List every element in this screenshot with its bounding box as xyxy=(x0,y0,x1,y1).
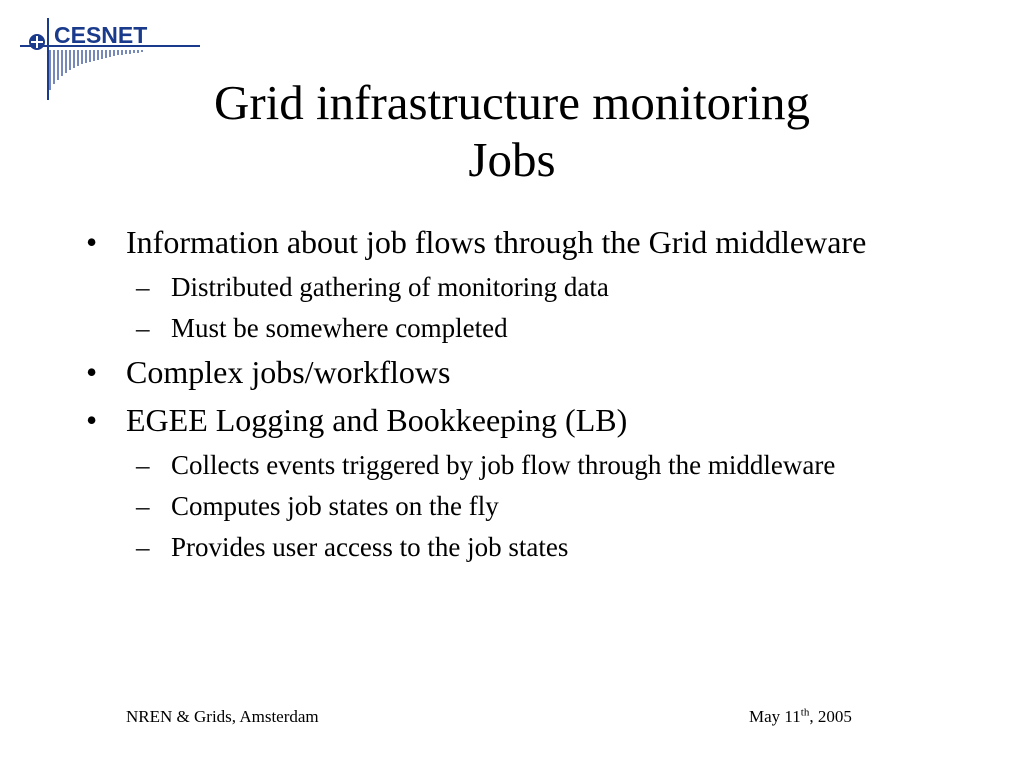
title-line-2: Jobs xyxy=(468,132,556,187)
bullet-item xyxy=(86,223,986,261)
bullet-text: EGEE Logging and Bookkeeping (LB) xyxy=(126,402,628,438)
dash-icon: – xyxy=(136,272,150,302)
sub-bullet-text: Distributed gathering of monitoring data xyxy=(171,272,609,302)
footer-date xyxy=(749,706,852,728)
bullet-list xyxy=(86,223,986,572)
sub-bullet-item xyxy=(86,312,986,345)
sub-bullet-item xyxy=(86,531,986,564)
dash-icon: – xyxy=(136,313,150,343)
bullet-item xyxy=(86,401,986,439)
bullet-icon: • xyxy=(86,224,98,260)
cesnet-logo-text: CESNET xyxy=(54,22,148,48)
bullet-icon: • xyxy=(86,402,98,438)
sub-bullet-item xyxy=(86,271,986,304)
dash-icon: – xyxy=(136,491,150,521)
dash-icon: – xyxy=(136,532,150,562)
title-line-1: Grid infrastructure monitoring xyxy=(213,75,810,130)
footer-date-prefix: May 11 xyxy=(749,707,801,726)
sub-bullet-item xyxy=(86,449,986,482)
bullet-item xyxy=(86,353,986,391)
slide-title xyxy=(0,74,1024,188)
footer-date-suffix: , 2005 xyxy=(809,707,852,726)
footer-event: NREN & Grids, Amsterdam xyxy=(126,707,319,726)
bullet-text: Information about job flows through the Grid middleware xyxy=(126,224,867,260)
sub-bullet-text: Collects events triggered by job flow through the middleware xyxy=(171,450,836,480)
bullet-icon: • xyxy=(86,354,98,390)
sub-bullet-item xyxy=(86,490,986,523)
sub-bullet-text: Computes job states on the fly xyxy=(171,491,499,521)
bullet-text: Complex jobs/workflows xyxy=(126,354,451,390)
sub-bullet-text: Must be somewhere completed xyxy=(171,313,508,343)
sub-bullet-text: Provides user access to the job states xyxy=(171,532,569,562)
footer-date-sup: th xyxy=(800,706,810,719)
dash-icon: – xyxy=(136,450,150,480)
